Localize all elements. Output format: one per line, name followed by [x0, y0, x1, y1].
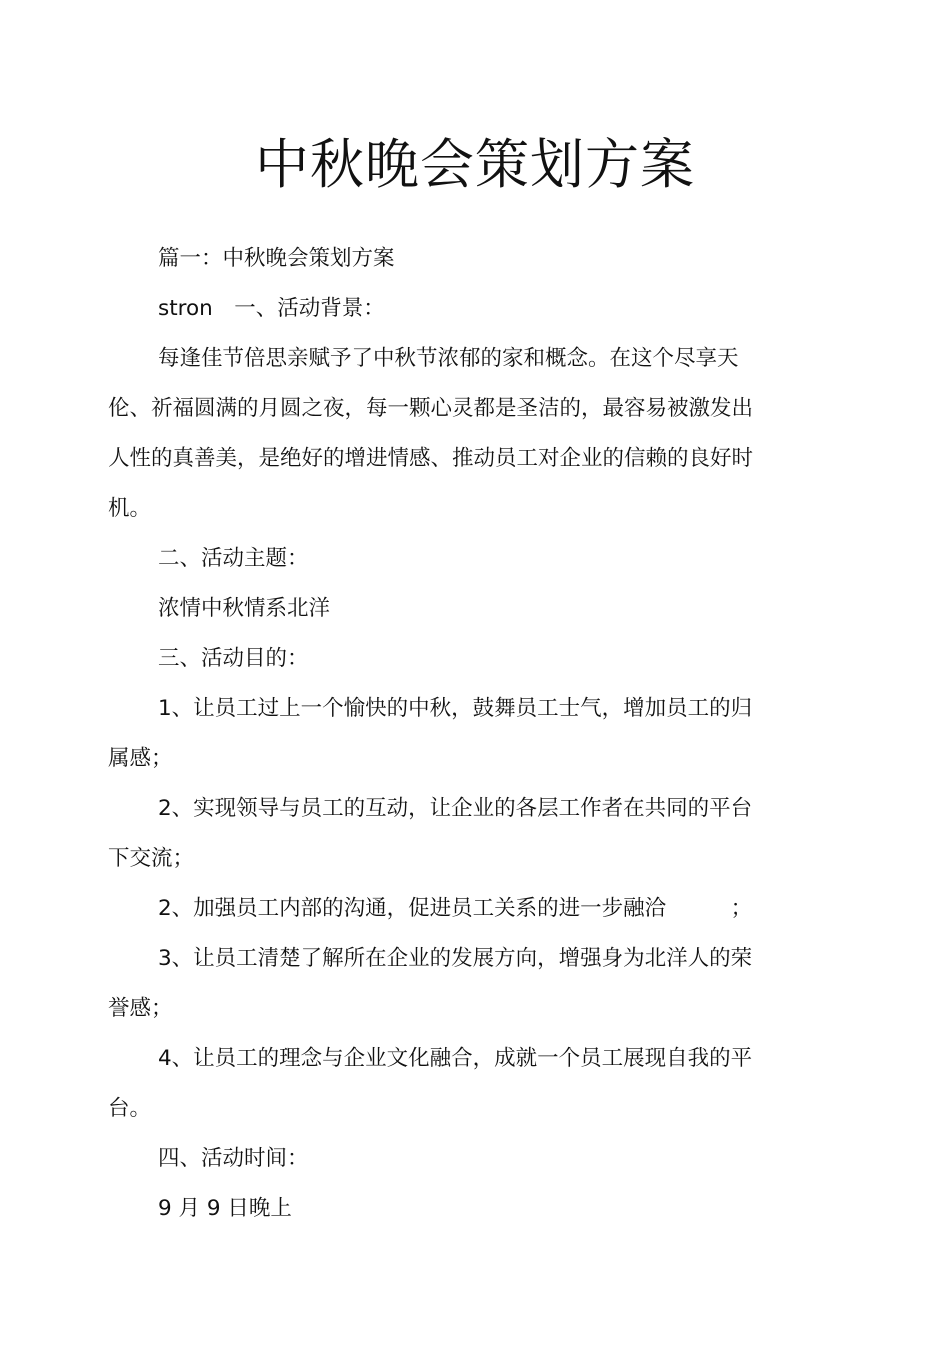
paragraph-purpose-item: 2、实现领导与员工的互动，让企业的各层工作者在共同的平台下交流； — [108, 796, 753, 871]
paragraph-purpose-item: 3、让员工清楚了解所在企业的发展方向，增强身为北洋人的荣誉感； — [108, 946, 753, 1021]
paragraph-background-text: 每逢佳节倍思亲赋予了中秋节浓郁的家和概念。在这个尽享天伦、祈福圆满的月圆之夜，每一颗心灵都是圣洁的，最容易被激发出人性的真善美，是绝好的增进情感、推动员工对企业的信赖的良好时机。 — [108, 346, 754, 521]
paragraph-purpose-item: 1、让员工过上一个愉快的中秋，鼓舞员工士气，增加员工的归属感； — [108, 696, 753, 771]
paragraph-section-time: 四、活动时间： — [158, 1146, 309, 1171]
paragraph-section-theme: 二、活动主题： — [158, 546, 309, 571]
paragraph-section-purpose: 三、活动目的： — [158, 646, 309, 671]
paragraph-time-text: 9 月 9 日晚上 — [158, 1196, 292, 1221]
paragraph-section-background: stron 一、活动背景： — [158, 296, 385, 321]
paragraph-purpose-item: 4、让员工的理念与企业文化融合，成就一个员工展现自我的平台。 — [108, 1046, 753, 1121]
paragraph-theme-text: 浓情中秋情系北洋 — [158, 596, 331, 621]
document-body — [108, 234, 768, 1234]
document-title: 中秋晚会策划方案 — [255, 133, 695, 196]
paragraph-purpose-item: 2、加强员工内部的沟通，促进员工关系的进一步融洽 ； — [158, 896, 753, 921]
paragraph-chapter-heading: 篇一：中秋晚会策划方案 — [158, 246, 395, 271]
